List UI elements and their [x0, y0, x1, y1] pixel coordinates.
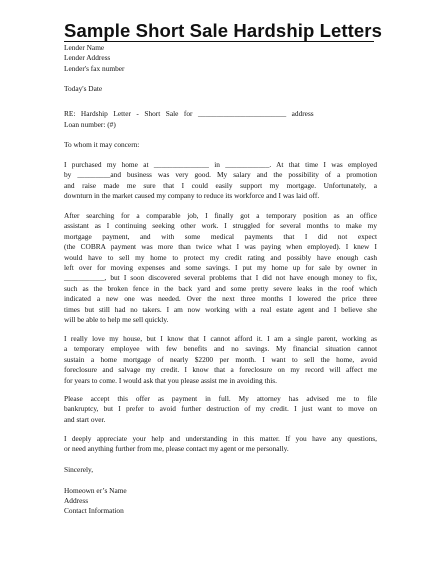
- paragraph-3: [64, 334, 377, 386]
- paragraph-line: or need anything further from me, please contact my agent or me personally.: [64, 444, 289, 454]
- letter-date: Today's Date: [64, 84, 103, 93]
- paragraph-line: After searching for a comparable job, I finally got a temporary position as an office: [64, 211, 377, 220]
- paragraph-5: [64, 434, 377, 455]
- salutation: To whom it may concern:: [64, 140, 140, 149]
- paragraph-line: such as the broken fence in the back yard and some pretty severe leaks in the roof which: [64, 283, 377, 293]
- paragraph-line: and start over.: [64, 414, 106, 424]
- paragraph-4: [64, 394, 377, 425]
- signature-address: Address: [64, 496, 89, 505]
- paragraph-line: Please accept this offer as payment in full. My attorney has advised me to file: [64, 394, 377, 403]
- paragraph-line: sustain a home mortgage of nearly $2200 per month. I want to sell the home, avoid: [64, 354, 377, 364]
- paragraph-line: I purchased my home at _______________ in ____________. At that time I was employed: [64, 160, 377, 169]
- paragraph-line: left over for moving expenses and some savings. I put my home up for sale by owner in: [64, 262, 377, 272]
- paragraph-line: I deeply appreciate your help and understanding in this matter. If you have any questions,: [64, 434, 377, 443]
- page-title: Sample Short Sale Hardship Letters: [64, 20, 382, 41]
- paragraph-line: indicated a new one was needed. Over the next three months I lowered the price three: [64, 294, 377, 304]
- lender-name: Lender Name: [64, 43, 105, 52]
- re-line: RE: Hardship Letter - Short Sale for ________________________ address: [64, 109, 314, 118]
- closing: Sincerely,: [64, 465, 94, 474]
- paragraph-line: mortgage payment, and with some medical payments that I did not expect: [64, 231, 377, 241]
- loan-number: Loan number: (#): [64, 120, 116, 129]
- paragraph-line: would have to sell my home to protect my credit rating and possibly have enough cash: [64, 252, 377, 262]
- signature-name: Homeown er’s Name: [64, 486, 127, 495]
- paragraph-line: I really love my house, but I know that I cannot afford it. I am a single parent, working as: [64, 334, 377, 343]
- paragraph-line: by _________and business was very good. My salary and the possibility of a promotion: [64, 170, 377, 180]
- paragraph-line: foreclosure and salvage my credit. I know that a foreclosure on my record will affect me: [64, 365, 377, 375]
- paragraph-line: bankruptcy, but I prefer to avoid further destruction of my credit. I just want to move on: [64, 404, 377, 414]
- paragraph-line: assistant as I continuing seeking other work. I struggled for several months to make my: [64, 221, 377, 231]
- paragraph-line: times but still had no takers. I am now working with a real estate agent and I believe she: [64, 304, 377, 314]
- paragraph-1: [64, 160, 377, 202]
- title-underline: [64, 41, 374, 42]
- paragraph-line: ___________, but I soon discovered several problems that I did not have enough money to fix,: [64, 273, 377, 283]
- paragraph-line: for years to come. I would ask that you please assist me in avoiding this.: [64, 375, 277, 385]
- lender-fax: Lender's fax number: [64, 64, 125, 73]
- paragraph-line: and raise made me sure that I could easily support my mortgage. Unfortunately, a: [64, 180, 377, 190]
- signature-contact: Contact Information: [64, 506, 124, 515]
- lender-address: Lender Address: [64, 53, 111, 62]
- paragraph-line: will be able to help me sell quickly.: [64, 314, 169, 324]
- paragraph-line: downturn in the market caused my company to reduce its workforce and I was laid off.: [64, 191, 320, 201]
- paragraph-line: a temporary employee with few benefits and no savings. My financial situation cannot: [64, 344, 377, 354]
- paragraph-2: [64, 211, 377, 325]
- paragraph-line: (the COBRA payment was more than twice what I was paying when employed). I knew I: [64, 242, 377, 252]
